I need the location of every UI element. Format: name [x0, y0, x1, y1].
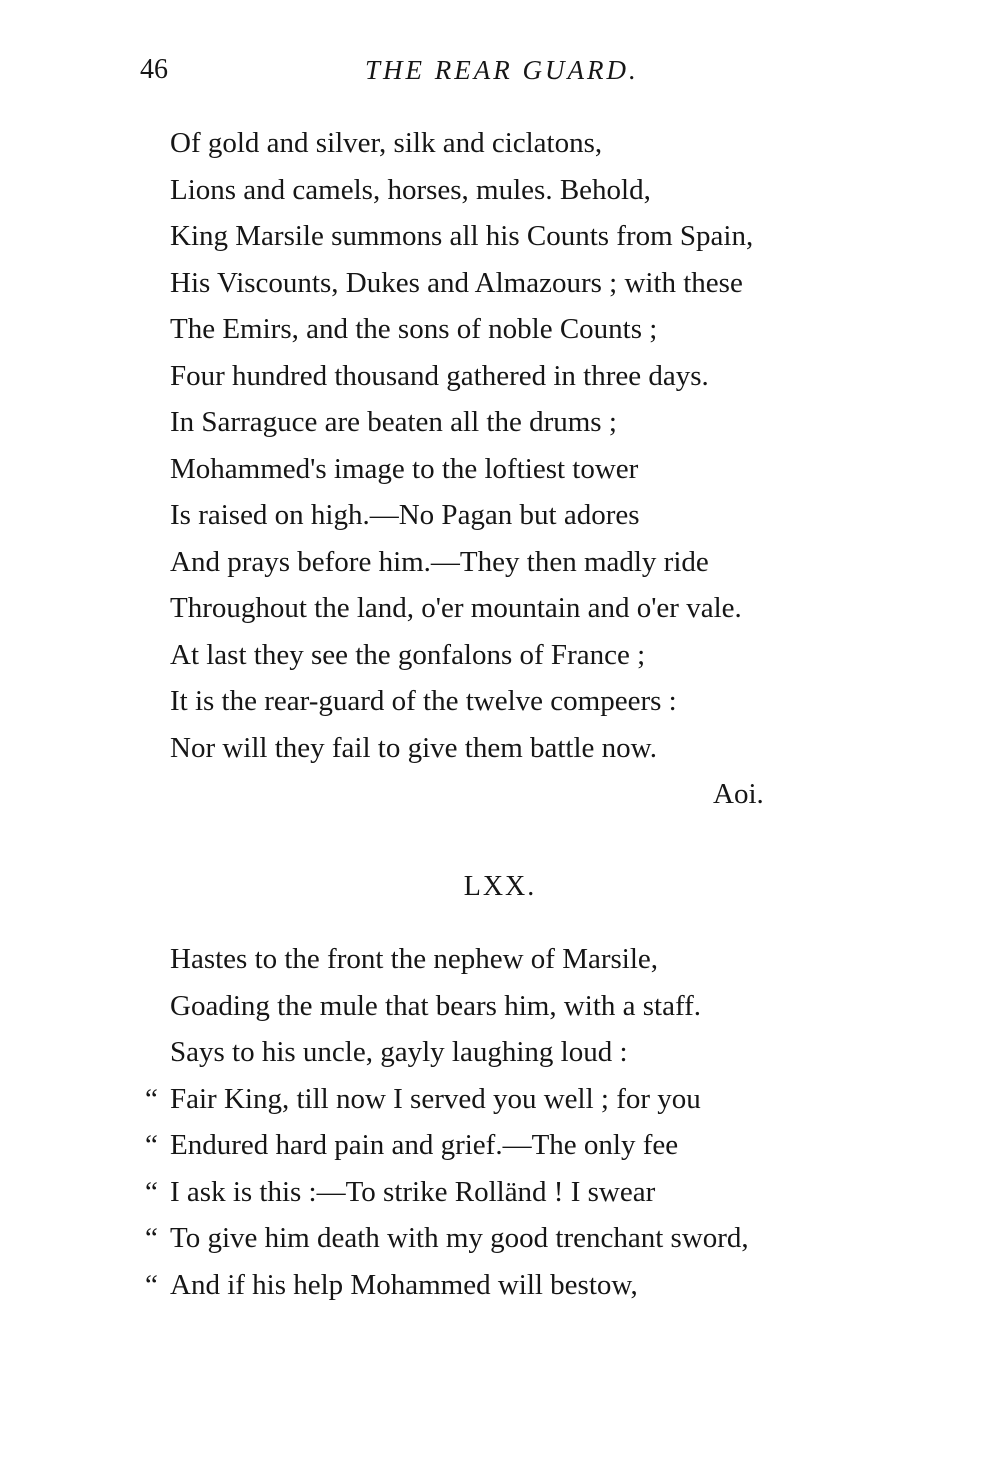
- verse-line: The Emirs, and the sons of noble Counts ;: [170, 313, 658, 345]
- verse-text: Hastes to the front the nephew of Marsile,: [170, 943, 659, 975]
- verse-line: [0, 1169, 1000, 1216]
- verse-line: [0, 1076, 1000, 1123]
- verse-line: Lions and camels, horses, mules. Behold,: [170, 173, 651, 206]
- verse-text: Goading the mule that bears him, with a staff.: [170, 989, 702, 1022]
- verse-line: It is the rear-guard of the twelve compeers :: [170, 685, 677, 717]
- verse-text: I ask is this :—To strike Rolländ ! I swear: [170, 1175, 656, 1208]
- verse-line: Throughout the land, o'er mountain and o'er vale.: [170, 592, 742, 624]
- page-number: 46: [140, 54, 168, 85]
- verse-line: [0, 936, 1000, 983]
- verse-line: [0, 1122, 1000, 1169]
- verse-line: [0, 1215, 1000, 1262]
- verse-line: King Marsile summons all his Counts from Spain,: [170, 220, 754, 252]
- verse-line: His Viscounts, Dukes and Almazours ; with these: [170, 266, 743, 299]
- verse-text: And if his help Mohammed will bestow,: [170, 1268, 638, 1301]
- verse-line: And prays before him.—They then madly ride: [170, 545, 709, 578]
- running-title: THE REAR GUARD.: [365, 55, 639, 85]
- verse-line: [0, 983, 1000, 1030]
- opening-quote: “: [145, 1268, 158, 1301]
- verse-line: Nor will they fail to give them battle now.: [170, 731, 657, 764]
- verse-line: Mohammed's image to the loftiest tower: [170, 452, 639, 485]
- refrain-aoi: Aoi.: [713, 778, 764, 810]
- opening-quote: “: [145, 1222, 158, 1254]
- verse-text: Fair King, till now I served you well ; for you: [170, 1082, 701, 1115]
- stanza-lxx: [0, 936, 1000, 1308]
- verse-line: In Sarraguce are beaten all the drums ;: [170, 406, 617, 438]
- verse-line: At last they see the gonfalons of France ;: [170, 638, 646, 671]
- verse-line: Is raised on high.—No Pagan but adores: [170, 499, 640, 531]
- section-heading: LXX.: [463, 871, 537, 902]
- verse-line: [0, 1029, 1000, 1076]
- verse-line: [0, 1262, 1000, 1309]
- stanza-lxix-ending: [0, 120, 1000, 818]
- verse-text: Says to his uncle, gayly laughing loud :: [170, 1036, 628, 1068]
- verse-line: Four hundred thousand gathered in three days.: [170, 359, 709, 392]
- verse-text: To give him death with my good trenchant sword,: [170, 1222, 749, 1254]
- opening-quote: “: [145, 1082, 158, 1115]
- opening-quote: “: [145, 1129, 158, 1161]
- opening-quote: “: [145, 1175, 158, 1208]
- verse-line: Of gold and silver, silk and ciclatons,: [170, 127, 603, 159]
- verse-text: Endured hard pain and grief.—The only fee: [170, 1129, 679, 1161]
